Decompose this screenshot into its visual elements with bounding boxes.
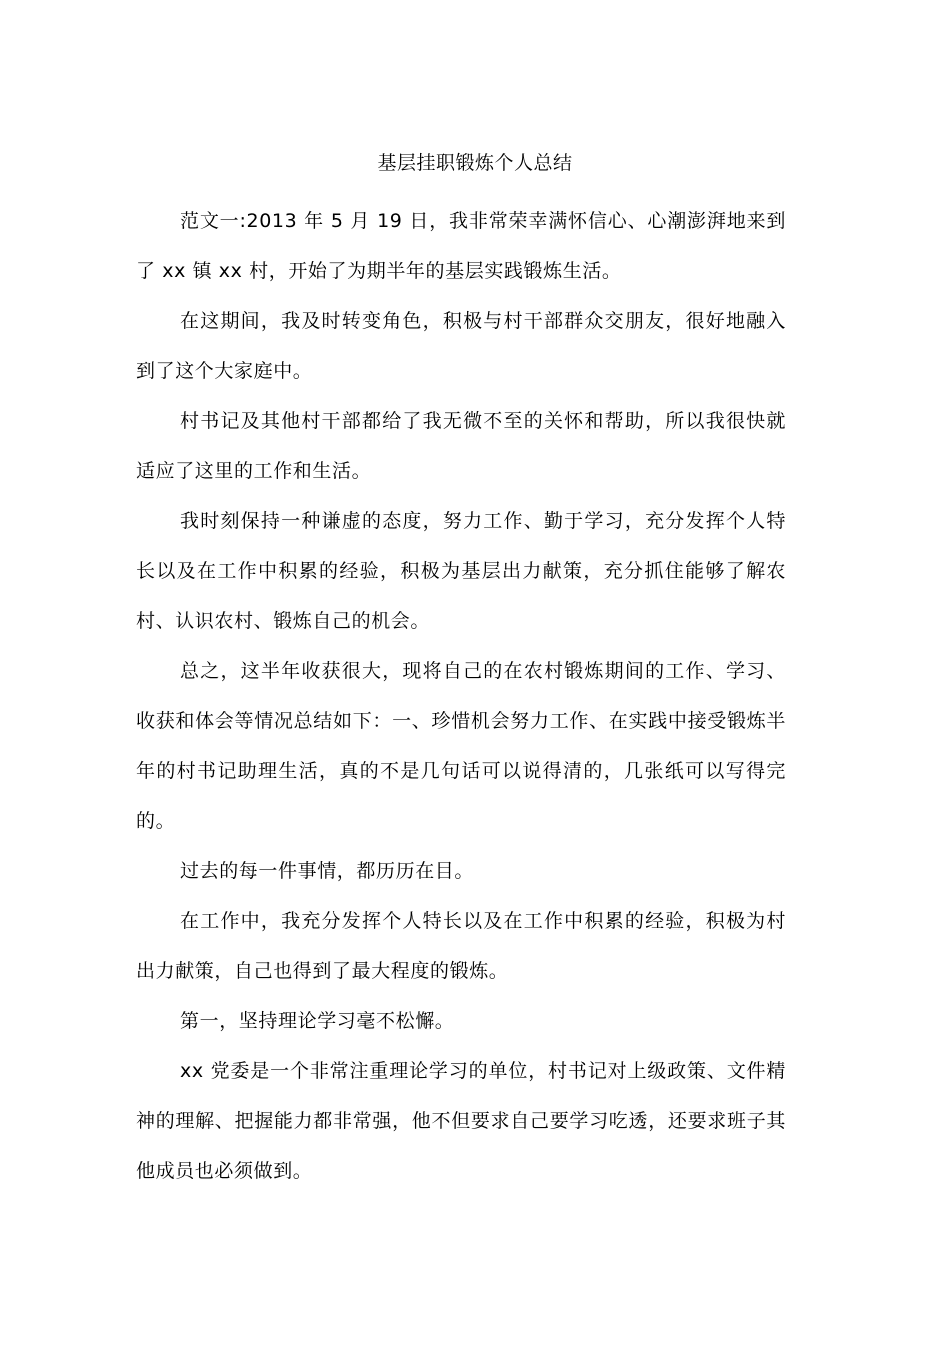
paragraph-4: 我时刻保持一种谦虚的态度，努力工作、勤于学习，充分发挥个人特长以及在工作中积累的经验，积极为基层出力献策，充分抓住能够了解农村、认识农村、锻炼自己的机会。: [136, 510, 786, 632]
paragraph-1: 范文一:2013 年 5 月 19 日，我非常荣幸满怀信心、心潮澎湃地来到了 xx 镇 xx 村，开始了为期半年的基层实践锻炼生活。: [136, 210, 786, 282]
paragraph-9: xx 党委是一个非常注重理论学习的单位，村书记对上级政策、文件精神的理解、把握能力都非常强，他不但要求自己要学习吃透，还要求班子其他成员也必须做到。: [136, 1060, 786, 1182]
paragraph-8: 第一，坚持理论学习毫不松懈。: [180, 1010, 455, 1032]
paragraph-7: 在工作中，我充分发挥个人特长以及在工作中积累的经验，积极为村出力献策，自己也得到了最大程度的锻炼。: [136, 910, 786, 982]
paragraph-2: 在这期间，我及时转变角色，积极与村干部群众交朋友，很好地融入到了这个大家庭中。: [136, 310, 786, 382]
document-body: [136, 196, 786, 1196]
paragraph-6: 过去的每一件事情，都历历在目。: [180, 860, 475, 882]
paragraph-5: 总之，这半年收获很大，现将自己的在农村锻炼期间的工作、学习、收获和体会等情况总结如下：一、珍惜机会努力工作、在实践中接受锻炼半年的村书记助理生活，真的不是几句话可以说得清的，几张纸可以写得完的。: [136, 660, 786, 832]
document-title: 基层挂职锻炼个人总结: [377, 152, 573, 174]
paragraph-3: 村书记及其他村干部都给了我无微不至的关怀和帮助，所以我很快就适应了这里的工作和生活。: [136, 410, 786, 482]
